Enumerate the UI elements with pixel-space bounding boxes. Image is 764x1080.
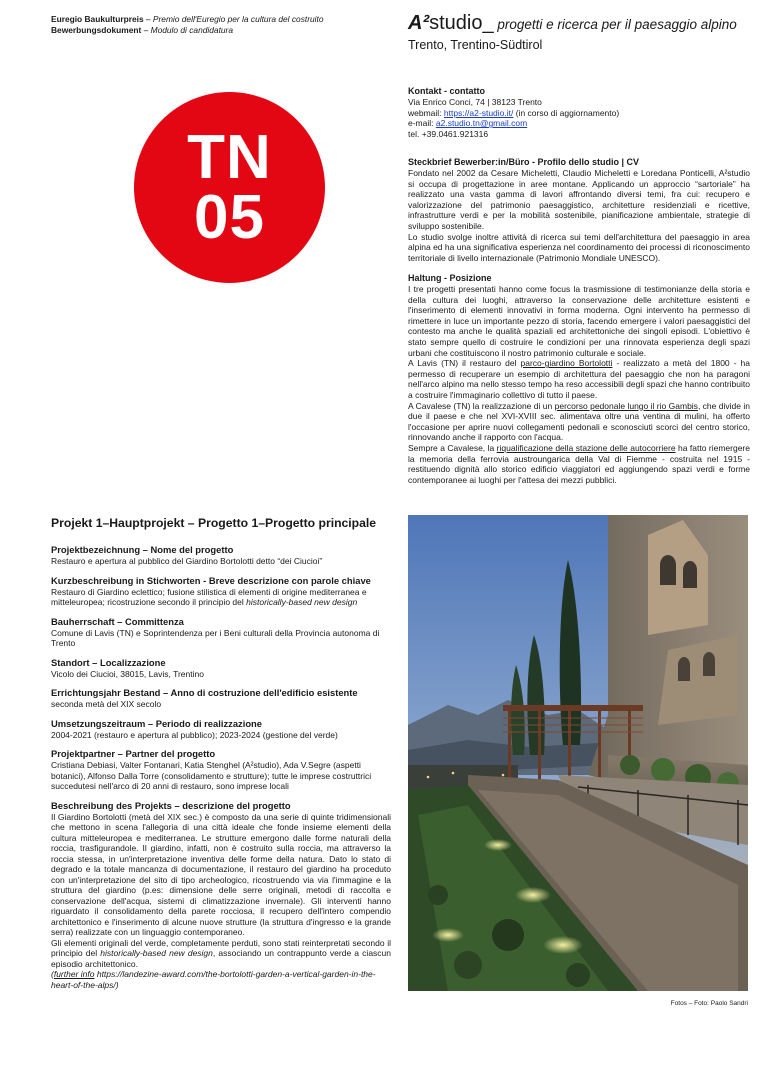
contact-webmail — [408, 108, 750, 119]
studio-brand — [408, 12, 758, 36]
brand-studio: studio_ — [429, 12, 494, 34]
field-year-value: seconda metà del XIX secolo — [51, 699, 162, 709]
profile-heading: Steckbrief Bewerber:in/Büro - Profilo dello studio | CV — [408, 157, 640, 167]
station-link[interactable]: riqualificazione della stazione delle autocorriere — [496, 442, 676, 453]
project-title: Projekt 1–Hauptprojekt – Progetto 1–Progetto principale — [51, 516, 377, 530]
field-period-heading: Umsetzungszeitraum – Periodo di realizzazione — [51, 717, 262, 729]
profile-paragraph-1: Fondato nel 2002 da Cesare Micheletti, Claudio Micheletti e Loredana Ponticelli, A²studio si occupa di progettazione in aree montane. Applicando un approccio “sartoriale” ha realizzato una vasta gamma di lavori affrontando diversi temi, fra cui: recupero e valorizzazione del patrimonio paesaggistico, architetture residenziali e ricettive, infrastrutture verdi e per la mobilità sostenibile, pianificazione ambientale, strategie di sviluppo sostenibile. — [408, 168, 750, 231]
contact-address: Via Enrico Conci, 74 | 38123 Trento — [408, 97, 542, 107]
field-location-value: Vicolo dei Ciucioi, 38015, Lavis, Trentino — [51, 668, 204, 679]
email-label: e-mail: — [408, 118, 436, 129]
description-paragraph-2 — [51, 938, 391, 970]
p3-start: A Cavalese (TN) la realizzazione di un — [408, 400, 555, 411]
field-name-value: Restauro e apertura al pubblico del Giardino Bortolotti detto “dei Ciucioi” — [51, 556, 323, 566]
desc2-end: , associando un contrappunto verde a ciascun episodio architettonico. — [51, 948, 391, 969]
position-paragraph-1: I tre progetti presentati hanno come focus la trasmissione di testimonianze della storia e della cultura dei luoghi, attraverso la conservazione delle architetture esistenti e l'inserimento di elementi innovativi in forma moderna. Ogni intervento ha permesso di rimettere in luce un importante pezzo di storia, facendo emergere i valori paesaggistici del contesto ma anche le qualità spaziali ed architettoniche dei singoli episodi. L'obiettivo è stato sempre quello di costruire le condizioni per una rinnovata esperienza degli spazi urbani che costituiscono il nostro patrimonio culturale e sociale. — [408, 284, 750, 358]
project-title-block — [51, 516, 391, 531]
doc-type-de: Bewerbungsdokument — [51, 25, 142, 35]
contact-tel: tel. +39.0461.921316 — [408, 128, 489, 139]
position-paragraph-4 — [408, 443, 750, 485]
p2-end: - realizzato a metà del 1800 - ha permesso di recuperare un esempio di architettura del paesaggio che non ha paragoni nell'arco alpino ma nello stesso tempo ha reso accessibili degli spazi che hanno contribuito a costruire l'immaginario collettivo di tutto il paese. — [408, 358, 751, 400]
candidate-badge — [134, 92, 325, 283]
profile-paragraph-2: Lo studio svolge inoltre attività di ricerca sui temi dell'architettura del paesaggio in area alpina ed ha una significativa esperienza nel coordinamento dei processi di riconoscimento territoriale di livello internazionale (Patrimonio Mondiale UNESCO). — [408, 231, 750, 263]
document-header — [51, 14, 391, 36]
contact-email — [408, 118, 750, 129]
studio-header — [408, 12, 758, 53]
description-heading: Beschreibung des Projekts – descrizione del progetto — [51, 799, 291, 811]
garden-photo — [408, 515, 748, 991]
position-section — [408, 273, 750, 485]
field-keywords-value — [51, 587, 391, 608]
webmail-link[interactable]: https://a2-studio.it/ — [443, 107, 514, 118]
position-heading: Haltung - Posizione — [408, 273, 492, 283]
studio-location: Trento, Trentino-Südtirol — [408, 38, 543, 52]
further-info-label[interactable]: further info — [53, 969, 95, 979]
field-partners-value: Cristiana Debiasi, Valter Fontanari, Katia Stenghel (A²studio), Ada V.Segre (aspetti botanici), Alfonso Dalla Torre (consolidamento e strutture); tutte le imprese costruttrici succedutesi nell'arco di 20 anni di restauro, sono imprese locali — [51, 760, 372, 791]
garden-photo-illustration — [408, 515, 748, 991]
p2-start: A Lavis (TN) il restauro del — [408, 358, 521, 369]
field-name-heading: Projektbezeichnung – Nome del progetto — [51, 544, 234, 555]
keywords-italic: historically-based new design — [246, 597, 358, 607]
further-info-url[interactable]: https://landezine-award.com/the-bortolotti-garden-a-vertical-garden-in-the-heart-of-the-alps/) — [51, 969, 376, 990]
profile-section — [408, 157, 750, 263]
field-partners-heading: Projektpartner – Partner del progetto — [51, 748, 216, 759]
keywords-text: Restauro di Giardino eclettico; fusione stilistica di elementi di origine mediterranea e mitteleuropea; ricostruzione secondo il principio del — [51, 586, 367, 607]
project-fields — [51, 536, 391, 990]
award-name-de: Euregio Baukulturpreis — [51, 14, 144, 24]
field-client-heading: Bauherrschaft – Committenza — [51, 615, 184, 627]
brand-a2: A² — [408, 12, 430, 34]
doc-type-it: – Modulo di candidatura — [141, 25, 234, 35]
badge-region: TN — [187, 122, 272, 192]
contact-heading: Kontakt - contatto — [408, 86, 485, 96]
desc2-start: Gli elementi originali del verde, completamente perduti, sono stati reinterpretati secondo il principio del — [51, 937, 391, 958]
gambis-link[interactable]: percorso pedonale lungo il rio Gambis — [554, 400, 698, 411]
email-link[interactable]: a2.studio.tn@gmail.com — [435, 118, 528, 129]
brand-tagline: progetti e ricerca per il paesaggio alpino — [493, 17, 737, 32]
desc2-italic: historically-based new design — [100, 948, 213, 958]
webmail-note: (in corso di aggiornamento) — [513, 107, 620, 118]
contact-section — [408, 86, 750, 139]
field-location-heading: Standort – Localizzazione — [51, 656, 166, 668]
description-paragraph-1: Il Giardino Bortolotti (metà del XIX sec.) è composto da una serie di quinte tridimensionali che mettono in scena l'allegoria di una città ideale che fonde insieme elementi della cultura mitteleuropea e mediterranea. Le strutture emergono dalle forme naturali della roccia, trasfigurandole. Il giardino, infatti, non è costruito sulla roccia, ma attraverso la roccia stessa, in un'interpretazione inventiva delle forme della natura. Dato lo stato di degrado e la totale mancanza di documentazione, il restauro del giardino ha proceduto con un'interpretazione del sito di tipo archeologico, ricostruendo via via l'immagine e la struttura del giardino (p.es: dimensione delle serre originali, metodi di raccolta e conservazione dell'acqua, sistemi di climatizzazione invernale). Gli interventi hanno riguardato il consolidamento della parete rocciosa, il recupero dell'intero compendio architettonico e l'inserimento di alcune nuove strutture (la struttura d'ingresso e la grande serra) realizzate con un linguaggio contemporaneo. — [51, 811, 391, 937]
photo-credit: Fotos – Foto: Paolo Sandri — [670, 1000, 748, 1007]
p3-end: , che divide in due il paese e che nel XVI-XVIII sec. alimentava oltre una ventina di mulini, ha offerto l'occasione per aprire nuovi collegamenti pedonali e sconosciuti scorci del centro storico, rinnovando anche il rapporto con l'acqua. — [408, 400, 750, 443]
bortolotti-link[interactable]: parco-giardino Bortolotti — [520, 358, 613, 369]
position-paragraph-2 — [408, 358, 750, 400]
badge-number: 05 — [194, 182, 265, 252]
field-period-value: 2004-2021 (restauro e apertura al pubblico); 2023-2024 (gestione del verde) — [51, 729, 338, 740]
award-name-it: – Premio dell'Euregio per la cultura del costruito — [143, 14, 324, 24]
field-year-heading: Errichtungsjahr Bestand – Anno di costruzione dell'edificio esistente — [51, 687, 358, 698]
p4-end: ha fatto riemergere la memoria della ferrovia austroungarica della Val di Fiemme - costruita nel 1915 - restituendo dignità allo storico edificio viaggiatori ed aggiungendo spazi verdi e forme contemporanee ai luoghi per l'attesa dei mezzi pubblici. — [408, 442, 750, 485]
p4-start: Sempre a Cavalese, la — [408, 442, 497, 453]
further-info: (further info https://landezine-award.com/the-bortolotti-garden-a-vertical-garden-in-the-heart-of-the-alps/) — [51, 969, 376, 990]
field-client-value: Comune di Lavis (TN) e Soprintendenza per i Beni culturali della Provincia autonoma di Trento — [51, 627, 380, 648]
field-keywords-heading: Kurzbeschreibung in Stichworten - Breve descrizione con parole chiave — [51, 574, 371, 586]
webmail-label: webmail: — [408, 107, 444, 118]
position-paragraph-3 — [408, 401, 750, 443]
